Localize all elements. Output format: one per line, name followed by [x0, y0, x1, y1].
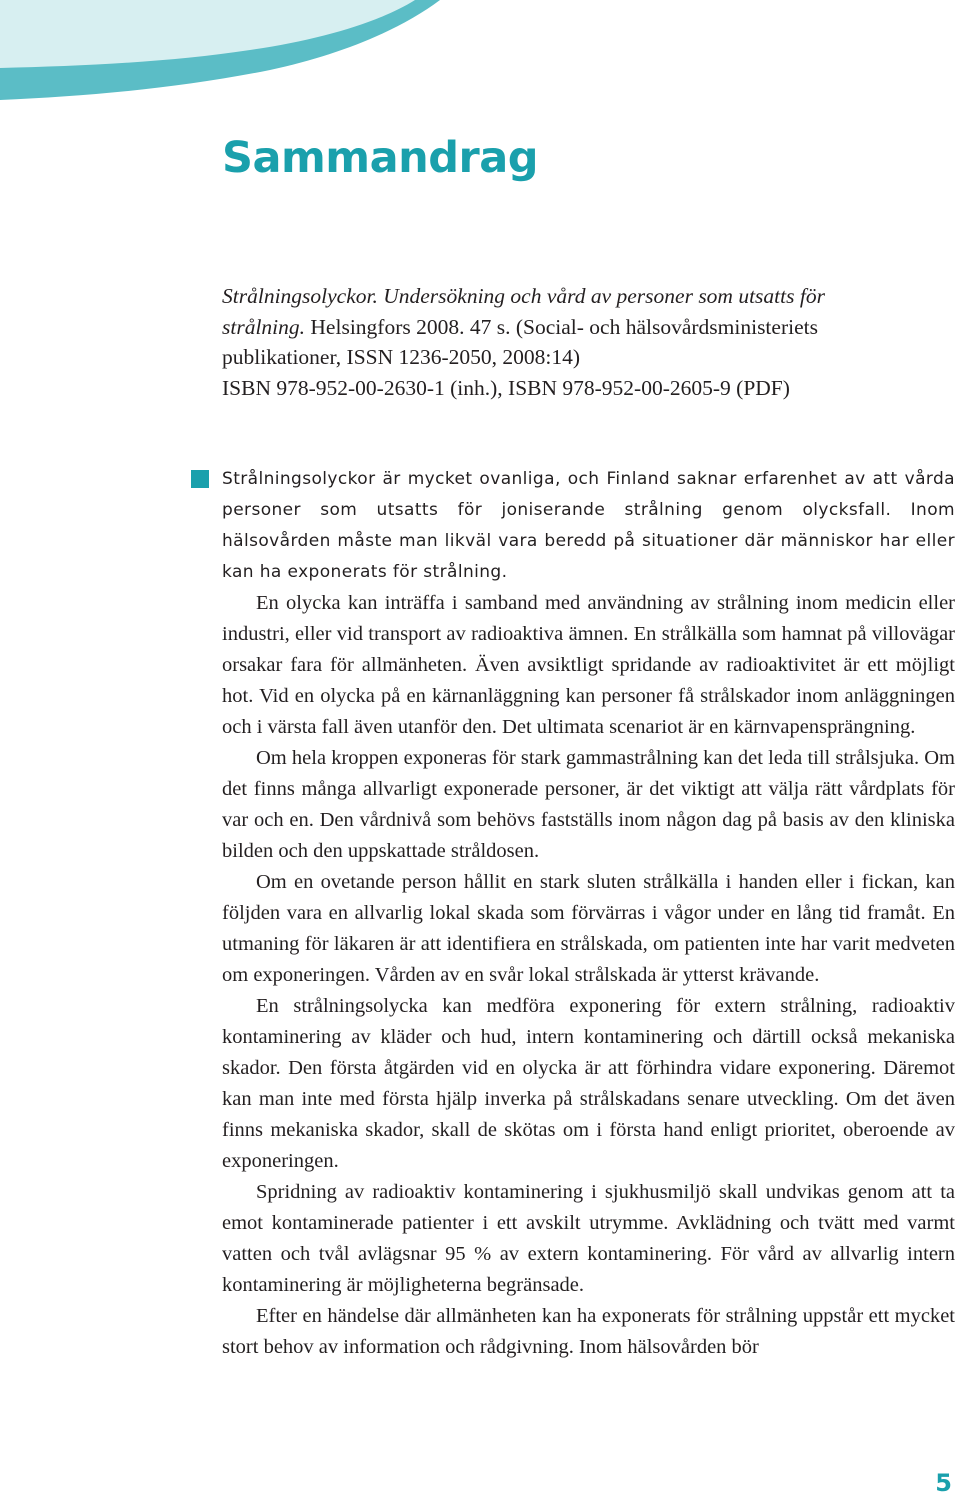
summary-paragraph: En strålningsolycka kan medföra exponering för extern strålning, radioaktiv kontaminering av kläder och hud, intern kontaminering och därtill också mekaniska skador. Den första åtgärden vid en olycka är att förhindra vidare exponering. Däremot kan man inte med första hjälp inverka på strålskadans senare utveckling. Om det även finns mekaniska skador, skall de skötas om i första hand enligt prioritet, oberoende av exponeringen. [222, 995, 955, 1172]
citation-line: Strålningsolyckor. Undersökning och vård av personer som utsatts för [222, 284, 825, 308]
summary-paragraph: En olycka kan inträffa i samband med användning av strålning inom medicin eller industri, eller vid transport av radioaktiva ämnen. En strålkälla som hamnat på villovägar orsakar fara för allmänheten. Även avsiktligt spridande av radioaktivitet är ett möjligt hot. Vid en olycka på en kärnanläggning kan personer få strålskador inom anläggningen och i värsta fall även utanför den. Det ultimata scenariot är en kärnvapensprängning. [222, 592, 955, 738]
page-title: Sammandrag [222, 133, 539, 183]
teal-wave-corner [0, 0, 440, 110]
summary-paragraph: Spridning av radioaktiv kontaminering i sjukhusmiljö skall undvikas genom att ta emot kontaminerade patienter i ett avskilt utrymme. Avklädning och tvätt med varmt vatten och tvål avlägsnar 95 % av extern kontaminering. För vård av allvarlig intern kontaminering är möjligheterna begränsade. [222, 1181, 955, 1296]
publication-citation [222, 281, 852, 403]
summary-paragraph: Om hela kroppen exponeras för stark gammastrålning kan det leda till strålsjuka. Om det finns många allvarligt exponerade personer, är det viktigt att välja rätt vårdplats för var och en. Den vårdnivå som behövs fastställs inom någon dag på basis av den kliniska bilden och den uppskattade stråldosen. [222, 747, 955, 862]
section-bullet-square [191, 470, 209, 488]
summary-body [222, 464, 955, 1363]
citation-line [222, 312, 852, 343]
page-number: 5 [935, 1469, 952, 1497]
citation-line: publikationer, ISSN 1236-2050, 2008:14) [222, 345, 581, 369]
summary-paragraph: Strålningsolyckor är mycket ovanliga, och Finland saknar erfarenhet av att vårda personer som utsatts för joniserande strålning genom olycksfall. Inom hälsovården måste man likväl vara beredd på situationer där människor har eller kan ha exponerats för strålning. [222, 469, 955, 582]
citation-text: Helsingfors 2008. 47 s. (Social- och hälsovårdsministeriets [310, 314, 818, 339]
summary-paragraph: Om en ovetande person hållit en stark sluten strålkälla i handen eller i fickan, kan följden vara en allvarlig lokal skada som förvärras i vågor under en lång tid framåt. En utmaning för läkaren är att identifiera en strålskada, om patienten inte har varit medveten om exponeringen. Vården av en svår lokal strålskada är ytterst krävande. [222, 871, 955, 986]
summary-paragraph: Efter en händelse där allmänheten kan ha exponerats för strålning uppstår ett mycket stort behov av information och rådgivning. Inom hälsovården bör [222, 1305, 955, 1358]
citation-italic: strålning. [222, 314, 311, 339]
citation-line: ISBN 978-952-00-2630-1 (inh.), ISBN 978-952-00-2605-9 (PDF) [222, 375, 790, 400]
